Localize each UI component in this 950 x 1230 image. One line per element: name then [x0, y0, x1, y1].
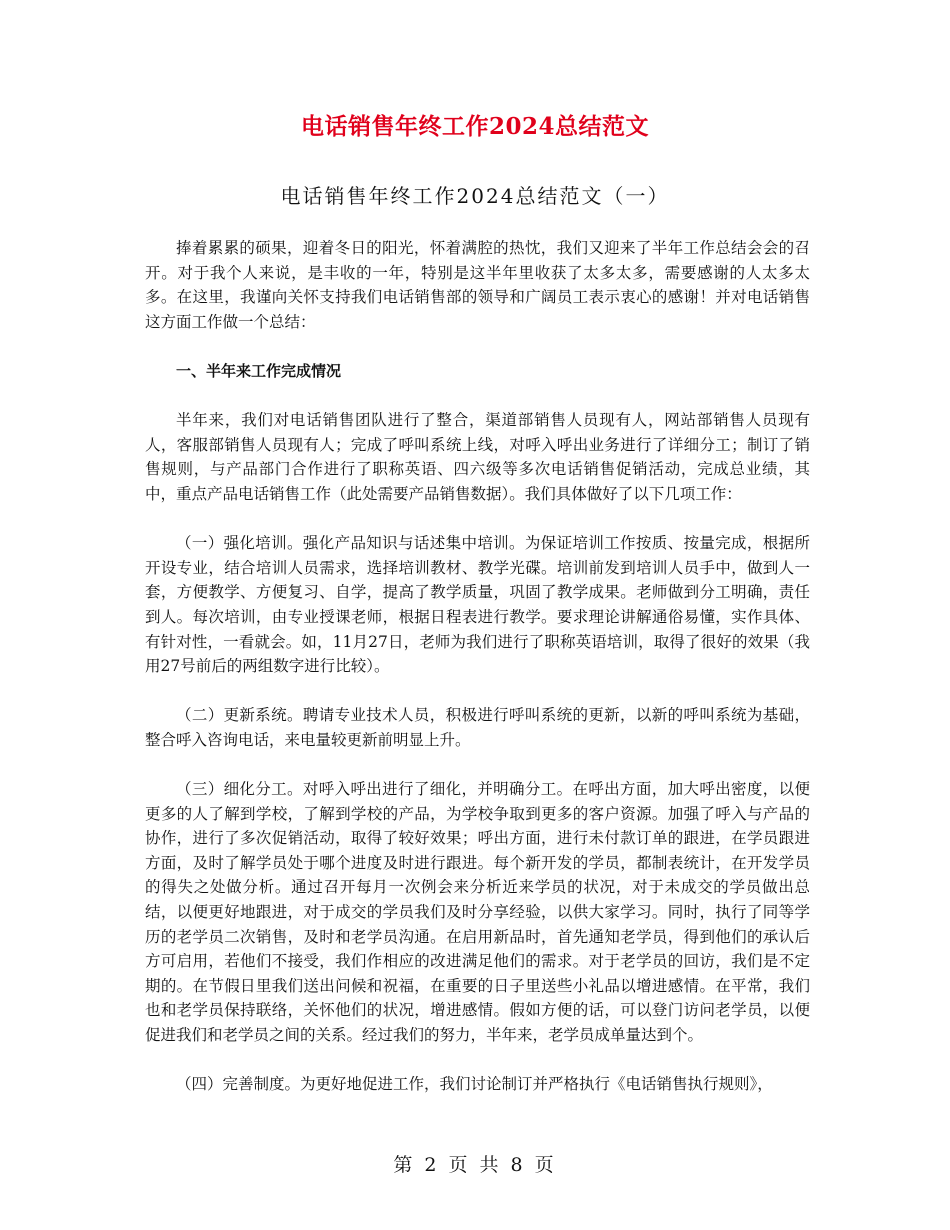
paragraph-rules: （四）完善制度。为更好地促进工作，我们讨论制订并严格执行《电话销售执行规则》，: [176, 1075, 773, 1094]
paragraph-division: （三）细化分工。对呼入呼出进行了细化，并明确分工。在呼出方面，加大呼出密度，以便更多的人了解到学校，了解到学校的产品，为学校争取到更多的客户资源。加强了呼入与产品的协作，进行了多次促销活动，取得了较好效果；呼出方面，进行未付款订单的跟进，在学员跟进方面，及时了解学员处于哪个进度及时进行跟进。每个新开发的学员，都制表统计，在开发学员的得失之处做分析。通过召开每月一次例会来分析近来学员的状况，对于未成交的学员做出总结，以便更好地跟进，对于成交的学员我们及时分享经验，以供大家学习。同时，执行了同等学历的老学员二次销售，及时和老学员沟通。在启用新品时，首先通知老学员，得到他们的承认后方可启用，若他们不接受，我们作相应的改进满足他们的需求。对于老学员的回访，我们是不定期的。在节假日里我们送出问候和祝福，在重要的日子里送些小礼品以增进感情。在平常，我们也和老学员保持联络，关怀他们的状况，增进感情。假如方便的话，可以登门访问老学员，以便促进我们和老学员之间的关系。经过我们的努力，半年来，老学员成单量达到个。: [145, 780, 810, 1044]
document-body: [145, 236, 810, 1121]
paragraph-summary: 半年来，我们对电话销售团队进行了整合，渠道部销售人员现有人，网站部销售人员现有人，客服部销售人员现有人；完成了呼叫系统上线，对呼入呼出业务进行了详细分工；制订了销售规则，与产品部门合作进行了职称英语、四六级等多次电话销售促销活动，完成总业绩，其中，重点产品电话销售工作（此处需要产品销售数据）。我们具体做好了以下几项工作：: [145, 411, 810, 503]
paragraph-training: （一）强化培训。强化产品知识与话述集中培训。为保证培训工作按质、按量完成，根据所开设专业，结合培训人员需求，选择培训教材、教学光碟。培训前发到培训人员手中，做到人一套，方便教学、方便复习、自学，提高了教学质量，巩固了教学成果。老师做到分工明确，责任到人。每次培训，由专业授课老师，根据日程表进行教学。要求理论讲解通俗易懂，实作具体、有针对性，一看就会。如，11月27日，老师为我们进行了职称英语培训，取得了很好的效果（我用27号前后的两组数字进行比较）。: [145, 534, 810, 676]
paragraph-system: （二）更新系统。聘请专业技术人员，积极进行呼叫系统的更新，以新的呼叫系统为基础，整合呼入咨询电话，来电量较更新前明显上升。: [145, 706, 810, 749]
page-number-footer: 第 2 页 共 8 页: [393, 1154, 557, 1176]
section-heading: 一、半年来工作完成情况: [176, 361, 342, 380]
paragraph-intro: 捧着累累的硕果，迎着冬日的阳光，怀着满腔的热忱，我们又迎来了半年工作总结会会的召开。对于我个人来说，是丰收的一年，特别是这半年里收获了太多太多，需要感谢的人太多太多。在这里，我谨向关怀支持我们电话销售部的领导和广阔员工表示衷心的感谢！并对电话销售这方面工作做一个总结：: [145, 239, 810, 331]
document-subtitle: 电话销售年终工作2024总结范文（一）: [280, 184, 670, 208]
document-title: 电话销售年终工作2024总结范文: [300, 113, 649, 140]
